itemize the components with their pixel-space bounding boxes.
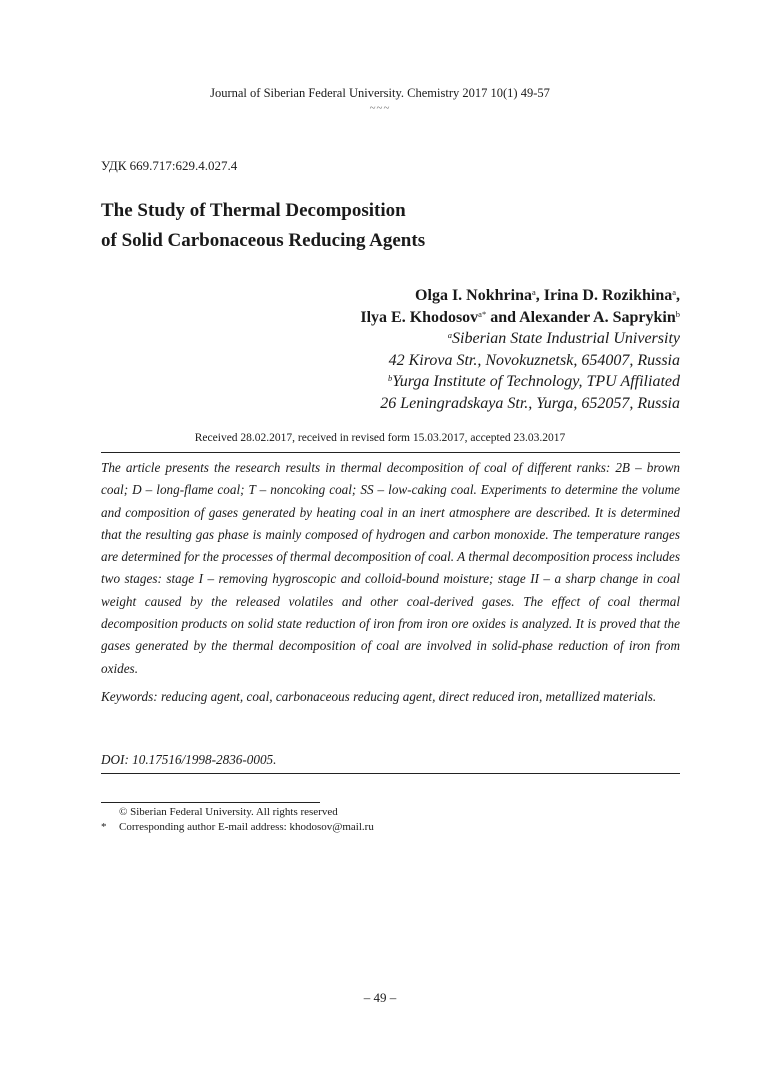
author-affiliation-mark: a* bbox=[478, 308, 487, 319]
authors-line-1 bbox=[360, 285, 680, 307]
author-affiliation-mark: a bbox=[672, 287, 676, 297]
paper-title bbox=[101, 196, 425, 256]
affiliation-b-address: 26 Leningradskaya Str., Yurga, 652057, Russia bbox=[380, 394, 680, 412]
udk-code: УДК 669.717:629.4.027.4 bbox=[101, 158, 238, 173]
footnote-mark: * bbox=[101, 821, 107, 833]
affiliation-a-name: $^a$Siberian State Industrial University bbox=[447, 330, 680, 347]
title-line-2: of Solid Carbonaceous Reducing Agents bbox=[101, 230, 426, 251]
author-separator: , bbox=[676, 287, 680, 304]
footnote-copyright: © Siberian Federal University. All rights reserved bbox=[119, 806, 338, 818]
affiliation-a-address: 42 Kirova Str., Novokuznetsk, 654007, Russia bbox=[388, 351, 680, 369]
footnote-corresponding: * Corresponding author E-mail address: khodosov@mail.ru bbox=[101, 821, 374, 833]
keywords: Keywords: reducing agent, coal, carbonaceous reducing agent, direct reduced iron, metallized materials. bbox=[101, 689, 657, 704]
footnote-rule bbox=[101, 802, 320, 803]
author-separator: and bbox=[486, 308, 520, 326]
page-number: – 49 – bbox=[363, 990, 397, 1005]
abstract-bottom-rule bbox=[101, 773, 680, 774]
affiliation-mark: a bbox=[447, 330, 453, 340]
abstract-top-rule bbox=[101, 452, 680, 453]
author-affiliation-mark: a bbox=[531, 287, 536, 297]
title-line-1: The Study of Thermal Decomposition bbox=[101, 200, 406, 221]
author-affiliation-mark: b bbox=[675, 308, 680, 319]
affiliation-mark: b bbox=[388, 373, 393, 383]
journal-header: Journal of Siberian Federal University. Chemistry 2017 10(1) 49-57 bbox=[210, 86, 550, 100]
author-name: Ilya E. Khodosov bbox=[360, 308, 479, 326]
author-separator: , bbox=[535, 287, 544, 304]
abstract-text: The article presents the research results in thermal decomposition of coal of different ranks: 2B – brown coal; D – long-flame coal; T – noncoking coal; SS – low-caking coal. Experiments to determine the volume and composition of gases generated by heating coal in an inert atmosphere are described. It is determined that the resulting gas phase is mainly composed of hydrogen and carbon monoxide. The temperature ranges are determined for the processes of thermal decomposition of coal. A thermal decomposition process includes two stages: stage I – removing hygroscopic and colloid-bound moisture; stage II – a sharp change in coal weight caused by the released volatiles and other coal-derived gases. The effect of coal thermal decomposition products on solid state reduction of iron from iron ore oxides is analyzed. It is proved that the gases generated by the thermal decomposition of coal are involved in solid-phase reduction of iron from oxides. bbox=[101, 460, 680, 676]
affiliation-b-name: $^b$Yurga Institute of Technology, TPU Affiliated bbox=[388, 373, 680, 390]
author-name: Irina D. Rozikhina bbox=[543, 287, 673, 304]
author-name: Olga I. Nokhrina bbox=[415, 287, 532, 304]
authors-block bbox=[360, 285, 680, 414]
doi: DOI: 10.17516/1998-2836-0005. bbox=[101, 752, 277, 767]
received-dates: Received 28.02.2017, received in revised form 15.03.2017, accepted 23.03.2017 bbox=[194, 432, 566, 444]
authors-line-2 bbox=[360, 307, 680, 329]
author-name: Alexander A. Saprykin bbox=[519, 308, 676, 326]
header-ornament: ~~~ bbox=[369, 102, 391, 114]
